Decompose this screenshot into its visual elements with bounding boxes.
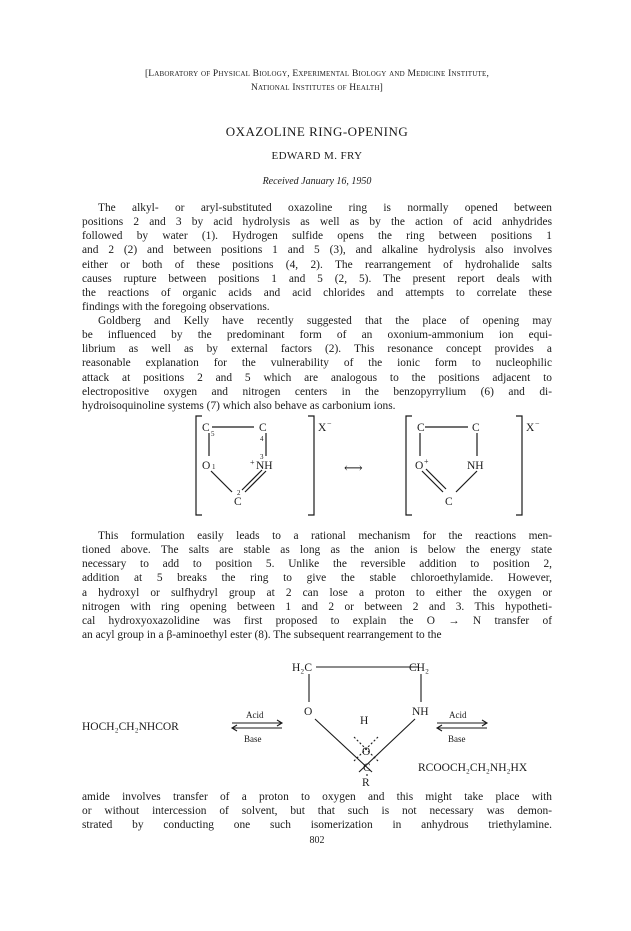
text-line: attack at positions 2 and 5 which are analogous to the positions adjacent to: [82, 371, 552, 384]
position-1: 1: [212, 463, 216, 471]
paragraph-4: [82, 790, 552, 832]
text-line: electropositive oxygen and nitrogen centers in the benzopyrrylium (6) and di-: [82, 385, 552, 398]
text-line: tioned above. The salts are stable as long as the anion is below the energy state: [82, 544, 552, 557]
text-line: nitrogen with ring opening between 1 and 2 or between 2 and 3. This hypotheti-: [82, 600, 552, 613]
oxazolinium-resonance-structure: [82, 412, 552, 522]
acid-label-left: Acid: [246, 710, 264, 720]
r-group: R: [362, 777, 370, 789]
text-line: necessary to add to position 5. Unlike the reversible addition to position 2,: [82, 558, 552, 571]
resonance-arrow: ⟷: [344, 460, 363, 475]
ester-compound: HOCH₂CH₂NHCOR: [82, 721, 179, 733]
position-3: 3: [260, 453, 264, 461]
text-line: an acyl group in a β-aminoethyl ester (8). The subsequent rearrangement to the: [82, 629, 442, 642]
text-line: the reactions of organic acids and acid chlorides and attempts to correlate these: [82, 286, 552, 299]
text-line: amide involves transfer of a proton to oxygen and this might take place with: [82, 791, 552, 803]
text-line: either or both of these positions (4, 2). The rearrangement of hydrohalide salts: [82, 258, 552, 271]
anion-charge-right: −: [535, 419, 540, 428]
atom-o-right: O: [415, 460, 424, 472]
text-line: positions 2 and 3 by acid hydrolysis as well as by the action of acid anhydrides: [82, 216, 552, 229]
center-oxygen: O: [362, 746, 371, 758]
text-line: addition at 5 breaks the ring to give the stable chloroethylamide. However,: [82, 572, 552, 585]
text-line: librium as well as by external factors (2). This resonance concept provides a: [82, 343, 552, 356]
text-line: causes rupture between positions 1 and 5 (2, 5). The present report deals with: [82, 272, 552, 285]
affiliation-line-2: National Institutes of Health]: [250, 83, 384, 93]
atom-c5-right: C: [417, 422, 425, 434]
paragraph-2: [82, 314, 552, 413]
text-line: or without intercession of solvent, but that such is not necessary was demon-: [82, 805, 552, 818]
text-line: The alkyl- or aryl-substituted oxazoline ring is normally opened between: [98, 202, 552, 214]
ring-oxygen: O: [304, 706, 313, 718]
atom-c4: C: [259, 422, 267, 434]
base-label-right: Base: [448, 734, 466, 744]
atom-c2-right: C: [445, 496, 453, 508]
amine-salt-compound: RCOOCH₂CH₂NH₂HX: [418, 762, 528, 774]
page-number: 802: [309, 835, 325, 846]
text-line: Goldberg and Kelly have recently suggested that the place of opening may: [98, 315, 552, 327]
atom-nh-right: NH: [467, 460, 484, 472]
text-line: This formulation easily leads to a rational mechanism for the reactions men-: [98, 530, 552, 542]
hydrogen: H: [360, 715, 369, 727]
atom-c2-left: C: [234, 496, 242, 508]
affiliation: [82, 67, 552, 95]
anion-left: X: [318, 422, 327, 434]
position-5: 5: [211, 430, 215, 438]
ch2-group: CH₂: [409, 662, 429, 674]
hydroxyoxazolidine-scheme: [82, 644, 552, 794]
paragraph-3: [82, 529, 552, 642]
text-line: findings with the foregoing observations.: [82, 301, 270, 314]
paper-title: OXAZOLINE RING-OPENING: [225, 124, 409, 139]
text-line: strated by conducting one such isomerization in anhydrous triethylamine.: [82, 819, 552, 832]
text-line: reasonable explanation for the vulnerability of the ionic form to nucleophilic: [82, 357, 552, 370]
received-date: Received January 16, 1950: [262, 176, 372, 187]
atom-c4-right: C: [472, 422, 480, 434]
atom-o1: O: [202, 460, 211, 472]
charge-plus-left: +: [250, 458, 255, 467]
charge-plus-right: +: [424, 457, 429, 466]
ring-nh: NH: [412, 706, 429, 718]
anion-right: X: [526, 422, 535, 434]
text-line: a hydroxyl or sulfhydryl group at 2 can lose a proton to either the oxygen or: [82, 586, 552, 599]
h2c-group: H₂C: [292, 662, 312, 674]
position-4: 4: [260, 435, 264, 443]
position-2: 2: [237, 489, 241, 497]
text-line: be influenced by the predominant form of an oxonium-ammonium ion equi-: [82, 329, 552, 342]
paragraph-1: [82, 201, 552, 314]
text-line: followed by water (1). Hydrogen sulfide opens the ring between positions 1: [82, 230, 552, 243]
acid-label-right: Acid: [449, 710, 467, 720]
atom-nh-left: NH: [256, 460, 273, 472]
center-carbon: C: [363, 762, 371, 774]
atom-c5: C: [202, 422, 210, 434]
text-line: and 2 (2) and between positions 1 and 5 (3), and alkaline hydrolysis also involves: [82, 244, 552, 257]
base-label-left: Base: [244, 734, 262, 744]
text-line: cal hydroxyoxazolidine was first proposed to explain the O → N transfer of: [82, 614, 552, 627]
affiliation-line-1: [Laboratory of Physical Biology, Experimental Biology and Medicine Institute,: [144, 69, 490, 79]
anion-charge-left: −: [327, 419, 332, 428]
text-line: hydroisoquinoline systems (7) which also behave as carbonium ions.: [82, 399, 396, 412]
author-name: EDWARD M. FRY: [271, 150, 363, 162]
